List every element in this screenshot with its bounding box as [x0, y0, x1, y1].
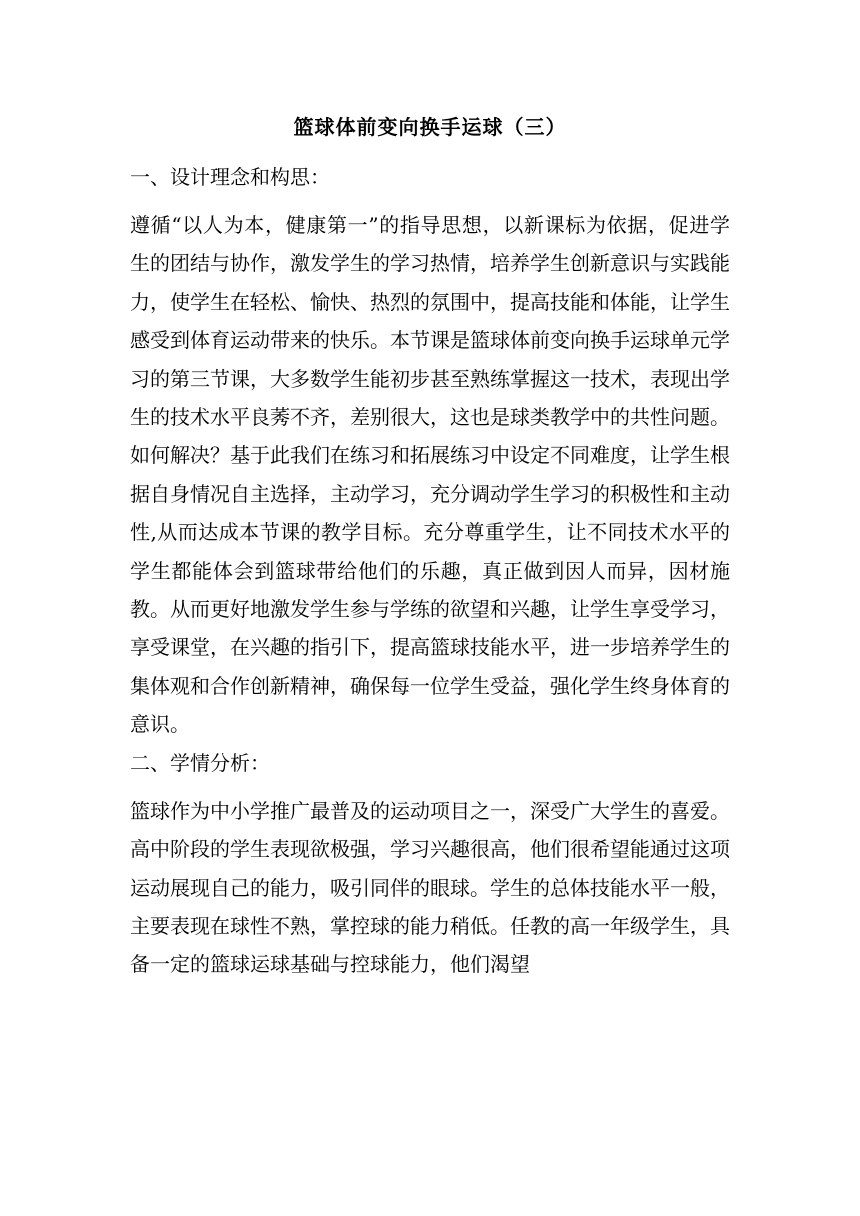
section-heading-student-analysis: 二、学情分析： [130, 750, 270, 775]
document-title: 篮球体前变向换手运球（三） [293, 115, 567, 139]
paragraph-design-concept: 遵循“以人为本，健康第一”的指导思想，以新课标为依据，促进学生的团结与协作，激发学生的学习热情，培养学生创新意识与实践能力，使学生在轻松、愉快、热烈的氛围中，提高技能和体能，让学生感受到体育运动带来的快乐。本节课是篮球体前变向换手运球单元学习的第三节课，大多数学生能初步甚至熟练掌握这一技术，表现出学生的技术水平良莠不齐，差别很大，这也是球类教学中的共性问题。如何解决？基于此我们在练习和拓展练习中设定不同难度，让学生根据自身情况自主选择，主动学习，充分调动学生学习的积极性和主动性,从而达成本节课的教学目标。充分尊重学生，让不同技术水平的学生都能体会到篮球带给他们的乐趣，真正做到因人而异，因材施教。从而更好地激发学生参与学练的欲望和兴趣，让学生享受学习，享受课堂，在兴趣的指引下，提高篮球技能水平，进一步培养学生的集体观和合作创新精神，确保每一位学生受益，强化学生终身体育的意识。 [130, 213, 730, 737]
section-heading-design-concept: 一、设计理念和构思： [130, 165, 330, 189]
document-page [130, 112, 730, 984]
paragraph-student-analysis: 篮球作为中小学推广最普及的运动项目之一，深受广大学生的喜爱。高中阶段的学生表现欲极强，学习兴趣很高，他们很希望能通过这项运动展现自己的能力，吸引同伴的眼球。学生的总体技能水平一般，主要表现在球性不熟，掌控球的能力稍低。任教的高一年级学生，具备一定的篮球运球基础与控球能力，他们渴望 [130, 798, 730, 977]
